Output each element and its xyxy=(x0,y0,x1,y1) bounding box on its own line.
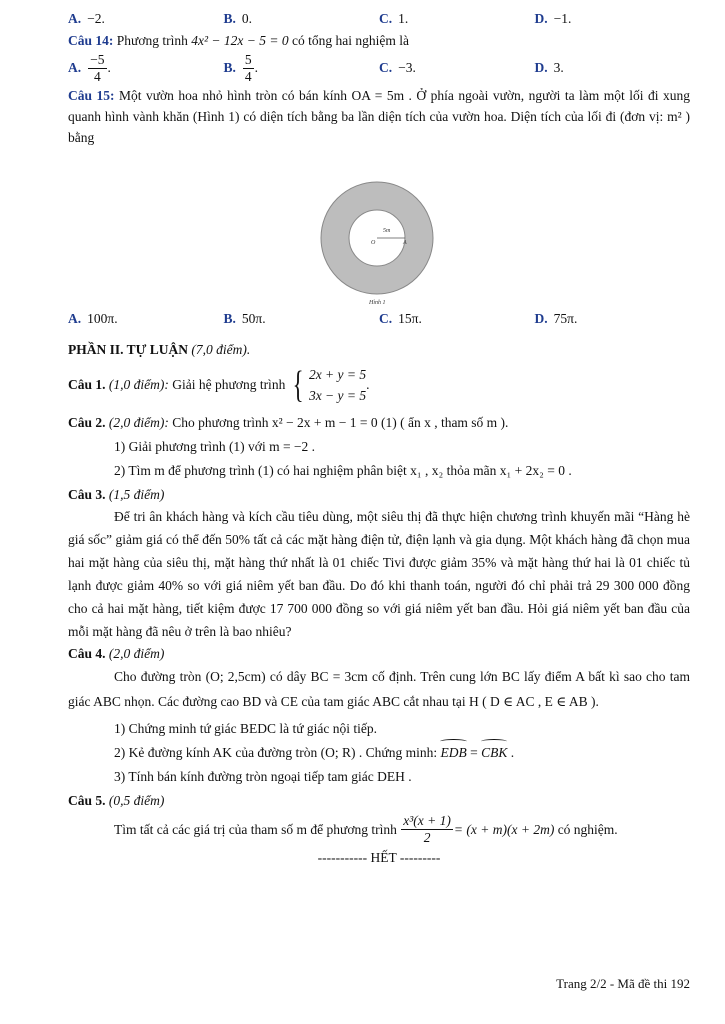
figure-caption: Hình 1 xyxy=(369,300,386,306)
c4-heading: Câu 4. (2,0 điểm) xyxy=(68,646,165,661)
end-marker: ----------- HẾT --------- xyxy=(317,850,441,865)
q14-option-a: A. $\frac{-5}{4}$ . xyxy=(68,51,111,84)
q14-option-d: D. 3. xyxy=(534,60,564,75)
annulus-diagram xyxy=(319,180,439,308)
c4-sub3: 3) Tính bán kính đường tròn ngoại tiếp tam giác DEH . xyxy=(114,769,412,784)
c4-body: Cho đường tròn (O; 2,5cm) có dây BC = 3cm cố định. Trên cung lớn BC lấy điểm A bất kì sao cho tam giác ABC nhọn. Các đường cao BD và CE của tam giác ABC cắt nhau tại H ( D ∈ AC , E ∈ AB ). xyxy=(68,669,690,709)
c4-sub2: 2) Kẻ đường kính AK của đường tròn (O; R) . Chứng minh: EDB = CBK . xyxy=(68,742,690,763)
arc-angle-cbk: CBK xyxy=(481,742,507,763)
q14-option-b: B. $\frac{5}{4}$ . xyxy=(223,51,259,84)
point-label: A xyxy=(403,240,407,246)
q15-option-d: D. 75π. xyxy=(534,311,578,326)
fraction: $\frac{-5}{4}$ xyxy=(90,51,105,84)
q13-option-c: C. 1. xyxy=(379,11,409,26)
fraction: $\frac{\text{x³(x + 1)}}{2}$ xyxy=(403,813,451,845)
fraction: $\frac{5}{4}$ xyxy=(244,51,252,84)
c4-sub1: 1) Chứng minh tứ giác BEDC là tứ giác nội tiếp. xyxy=(114,721,378,736)
q15-option-a: A. 100π. xyxy=(68,311,118,326)
arc-angle-edb: EDB xyxy=(440,742,466,763)
q15-option-b: B. 50π. xyxy=(223,311,266,326)
c2-sub1: 1) Giải phương trình (1) với m = −2 . xyxy=(114,439,316,454)
q13-options xyxy=(68,8,690,30)
c3-body: Để tri ân khách hàng và kích cầu tiêu dùng, một siêu thị đã thực hiện chương trình khuyến mãi “Hàng hè giá sốc” giảm giá có thể đến 50% tất cả các mặt hàng điện tử, điện lạnh và gia dụng. Một khách hàng đã chọn mua hai mặt hàng của siêu thị, mặt hàng thứ nhất là 01 chiếc Tivi được giảm 35% và mặt hàng thứ hai là 01 chiếc tủ lạnh được giảm 40% so với giá niêm yết ban đầu. Do đó khi thanh toán, người đó chỉ phải trả 29 300 000 đồng cho cả hai mặt hàng, tiết kiệm được 17 700 000 đồng so với giá niêm yết ban đầu. Hỏi giá niêm yết ban đầu của mỗi mặt hàng đã nêu ở trên là bao nhiêu? xyxy=(68,509,690,639)
q15-options xyxy=(68,308,690,330)
c2-sub2: 2) Tìm m để phương trình (1) có hai nghiệm phân biệt x₁ , x₂ thỏa mãn x₁ + 2x₂ = 0 . xyxy=(114,463,572,478)
c5-body: Tìm tất cả các giá trị của tham số m để phương trình $\frac{\text{x³(x + 1)}}{2}$ = (x + m)(x + 2m) có nghiệm. xyxy=(114,813,618,845)
q14-option-c: C. −3. xyxy=(379,60,416,75)
c5-heading: Câu 5. (0,5 điểm) xyxy=(68,793,165,808)
c2-block: Câu 2. (2,0 điểm): Cho phương trình x² − 2x + m − 1 = 0 (1) ( ẩn x , tham số m ). xyxy=(68,415,509,430)
part2-heading: PHẦN II. TỰ LUẬN (7,0 điểm). xyxy=(68,342,251,357)
q14-stem: Câu 14: Phương trình 4x² − 12x − 5 = 0 có tổng hai nghiệm là xyxy=(68,33,409,48)
brace-icon: { xyxy=(292,364,304,406)
q13-option-d: D. −1. xyxy=(534,11,572,26)
c1-block: Câu 1. (1,0 điểm): Giải hệ phương trình { 2x + y = 5 3x − y = 5 . xyxy=(68,364,370,406)
center-label: O xyxy=(371,240,376,246)
c3-heading: Câu 3. (1,5 điểm) xyxy=(68,487,165,502)
annulus-figure xyxy=(68,180,690,308)
radius-label: 5m xyxy=(383,228,391,234)
q14-options xyxy=(68,51,690,85)
q15-stem: Câu 15: Một vườn hoa nhỏ hình tròn có bán kính OA = 5m . Ở phía ngoài vườn, người ta làm một lối đi xung quanh hình vành khăn (Hình 1) có diện tích bằng ba lần diện tích của vườn hoa. Diện tích của lối đi (đơn vị: m² ) bằng xyxy=(68,88,690,145)
page-footer: Trang 2/2 - Mã đề thi 192 xyxy=(556,976,690,991)
exam-page xyxy=(68,8,690,866)
q15-option-c: C. 15π. xyxy=(379,311,422,326)
q13-option-a: A. −2. xyxy=(68,11,105,26)
equation-system: { 2x + y = 5 3x − y = 5 xyxy=(292,364,367,406)
q13-option-b: B. 0. xyxy=(223,11,253,26)
